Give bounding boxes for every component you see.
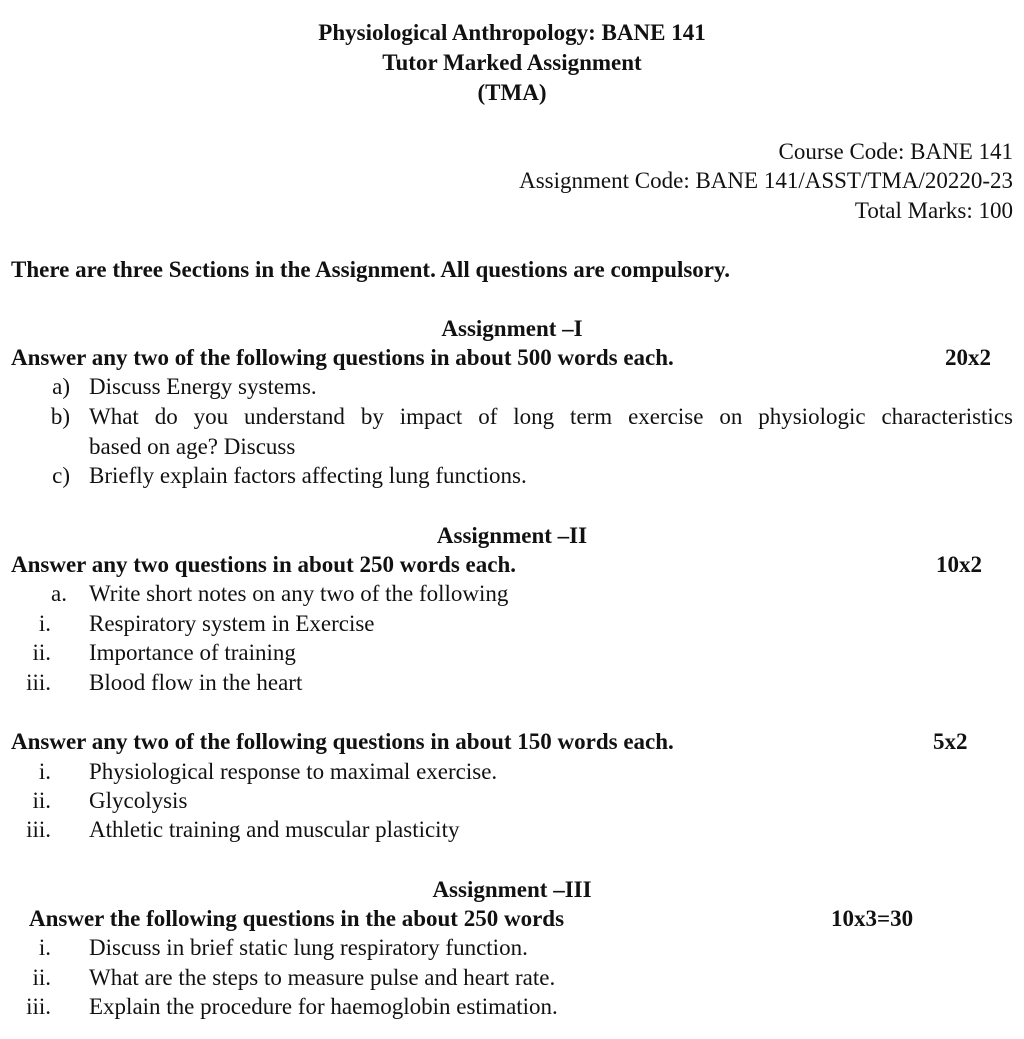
general-instructions: There are three Sections in the Assignment. All questions are compulsory. <box>11 257 730 282</box>
document-tma-label: (TMA) <box>477 80 547 105</box>
section3-item3-marker: iii. <box>26 994 51 1019</box>
total-marks: Total Marks: 100 <box>854 198 1013 223</box>
section3-instruction: Answer the following questions in the about 250 words <box>29 906 565 931</box>
section2-part1-item3-text: Blood flow in the heart <box>89 670 303 695</box>
section2-part1-item1-text: Respiratory system in Exercise <box>89 611 375 636</box>
section1-q-c-text: Briefly explain factors affecting lung functions. <box>89 463 527 488</box>
section2-part1-item2-marker: ii. <box>32 640 51 665</box>
section3-item1-text: Discuss in brief static lung respiratory function. <box>89 935 528 960</box>
section1-q-a-text: Discuss Energy systems. <box>89 374 317 399</box>
section2-part2-item2-marker: ii. <box>32 788 51 813</box>
course-code: Course Code: BANE 141 <box>778 139 1013 164</box>
section1-heading: Assignment –I <box>441 316 583 341</box>
section3-item2-text: What are the steps to measure pulse and heart rate. <box>89 965 556 990</box>
section3-item1-marker: i. <box>38 935 51 960</box>
section2-part1-item2-text: Importance of training <box>89 640 296 665</box>
section2-part2-instruction: Answer any two of the following questions in about 150 words each. <box>11 729 674 754</box>
section3-heading: Assignment –III <box>432 877 592 902</box>
section2-lead-text: Write short notes on any two of the following <box>89 581 509 606</box>
assignment-code: Assignment Code: BANE 141/ASST/TMA/20220-23 <box>519 168 1013 193</box>
section1-instruction: Answer any two of the following questions in about 500 words each. <box>11 345 674 370</box>
section2-heading: Assignment –II <box>436 523 588 548</box>
section1-q-c-marker: c) <box>52 463 70 488</box>
section2-part1-instruction: Answer any two questions in about 250 words each. <box>11 552 517 577</box>
section2-part1-marks: 10x2 <box>936 552 982 577</box>
section2-part2-item2-text: Glycolysis <box>89 788 188 813</box>
section3-item2-marker: ii. <box>32 965 51 990</box>
section3-marks: 10x3=30 <box>831 906 914 931</box>
document-subtitle: Tutor Marked Assignment <box>382 50 642 75</box>
section2-part2-item1-text: Physiological response to maximal exercise. <box>89 759 498 784</box>
section2-part2-item1-marker: i. <box>38 759 51 784</box>
section2-lead-marker: a. <box>51 581 67 606</box>
section3-item3-text: Explain the procedure for haemoglobin estimation. <box>89 994 558 1019</box>
section1-q-b-text-line2: based on age? Discuss <box>89 434 296 459</box>
section1-q-a-marker: a) <box>52 374 70 399</box>
section2-part1-item3-marker: iii. <box>26 670 51 695</box>
section2-part1-item1-marker: i. <box>38 611 51 636</box>
section2-part2-marks: 5x2 <box>933 729 968 754</box>
section2-part2-item3-text: Athletic training and muscular plasticity <box>89 817 460 842</box>
section1-marks: 20x2 <box>945 345 991 370</box>
section1-q-b-text-line1: What do you understand by impact of long term exercise on physiologic characteristics <box>89 405 1013 429</box>
section2-part2-item3-marker: iii. <box>26 817 51 842</box>
section1-q-b-marker: b) <box>50 404 70 429</box>
document-title: Physiological Anthropology: BANE 141 <box>318 20 706 45</box>
